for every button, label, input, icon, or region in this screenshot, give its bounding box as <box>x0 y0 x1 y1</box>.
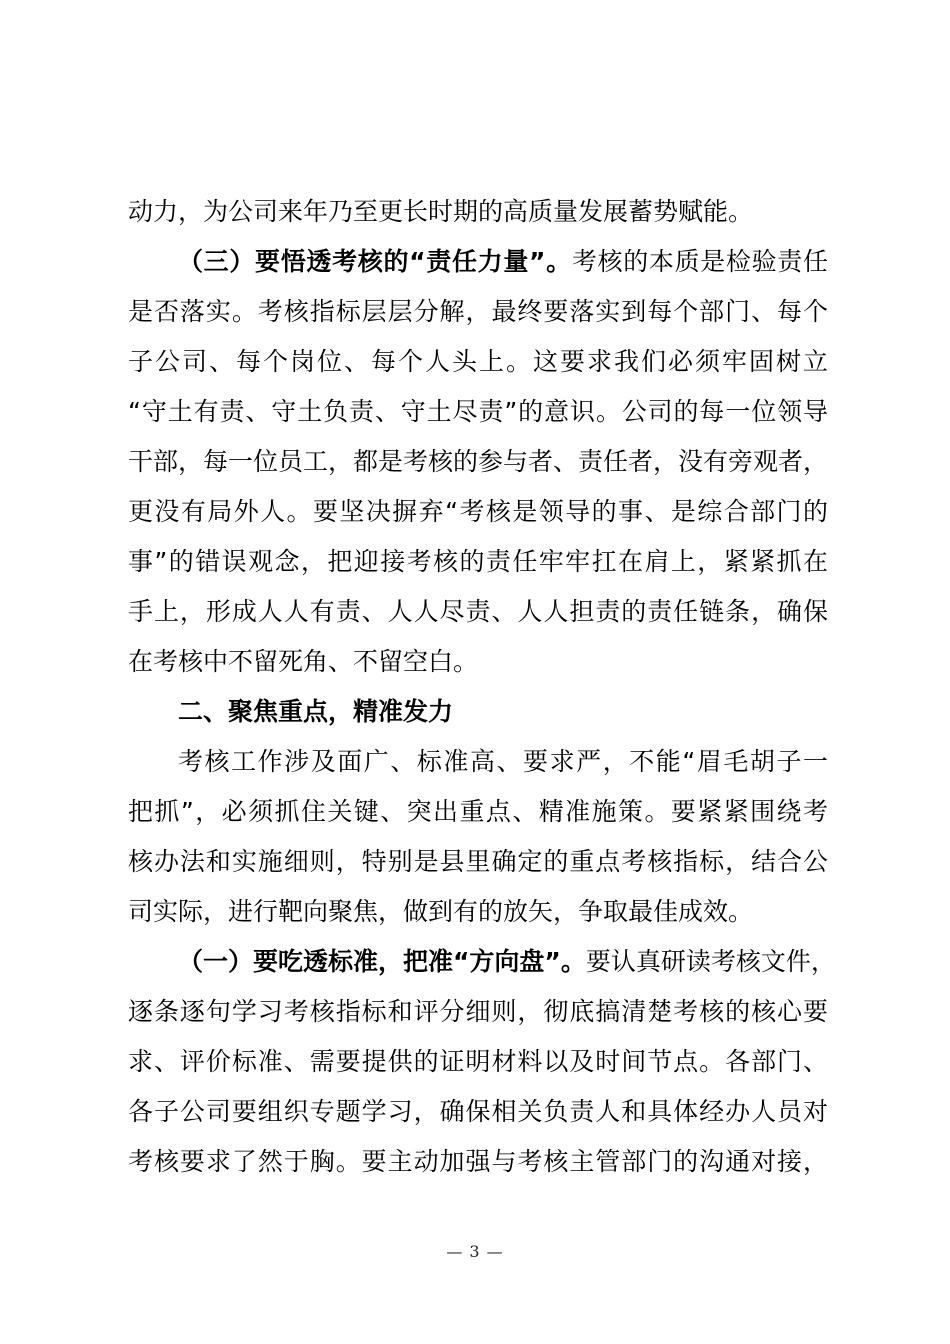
paragraph-line: “守土有责、守土负责、守土尽责”的意识。公司的每一位领导 <box>128 397 828 426</box>
paragraph-line: 子公司、每个岗位、每个人头上。这要求我们必须牢固树立 <box>128 347 828 376</box>
paragraph-line: 把抓”，必须抓住关键、突出重点、精准施策。要紧紧围绕考 <box>128 797 828 826</box>
paragraph-line: 手上，形成人人有责、人人尽责、人人担责的责任链条，确保 <box>128 597 828 626</box>
paragraph-line: 各子公司要组织专题学习，确保相关负责人和具体经办人员对 <box>128 1097 828 1126</box>
paragraph-line: 在考核中不留死角、不留空白。 <box>128 647 479 676</box>
paragraph-text: 要认真研读考核文件， <box>585 947 836 976</box>
paragraph-line: 是否落实。考核指标层层分解，最终要落实到每个部门、每个 <box>128 297 828 326</box>
subsection-heading-line <box>128 937 836 987</box>
section-heading: 二、聚焦重点，精准发力 <box>178 697 454 726</box>
subsection-heading: （三）要悟透考核的“责任力量”。 <box>178 247 572 276</box>
paragraph-line: 核办法和实施细则，特别是县里确定的重点考核指标，结合公 <box>128 847 828 876</box>
subsection-heading-line <box>128 237 828 287</box>
subsection-heading: （一）要吃透标准，把准“方向盘”。 <box>178 947 586 976</box>
paragraph-line: 考核工作涉及面广、标准高、要求严，不能“眉毛胡子一 <box>178 747 828 776</box>
paragraph-line: 动力，为公司来年乃至更长时期的高质量发展蓄势赋能。 <box>128 197 754 226</box>
paragraph-line: 逐条逐句学习考核指标和评分细则，彻底搞清楚考核的核心要 <box>128 997 828 1026</box>
paragraph-line: 司实际，进行靶向聚焦，做到有的放矢，争取最佳成效。 <box>128 897 754 926</box>
paragraph-line: 更没有局外人。要坚决摒弃“考核是领导的事、是综合部门的 <box>128 497 828 526</box>
paragraph-line: 事”的错误观念，把迎接考核的责任牢牢扛在肩上，紧紧抓在 <box>128 547 828 576</box>
paragraph-line: 求、评价标准、需要提供的证明材料以及时间节点。各部门、 <box>128 1047 828 1076</box>
document-body <box>128 187 836 1187</box>
page-number: — 3 — <box>446 1242 504 1261</box>
paragraph-line: 考核要求了然于胸。要主动加强与考核主管部门的沟通对接， <box>128 1147 828 1176</box>
paragraph-text: 考核的本质是检验责任 <box>571 247 828 276</box>
paragraph-line: 干部，每一位员工，都是考核的参与者、责任者，没有旁观者， <box>128 447 829 476</box>
